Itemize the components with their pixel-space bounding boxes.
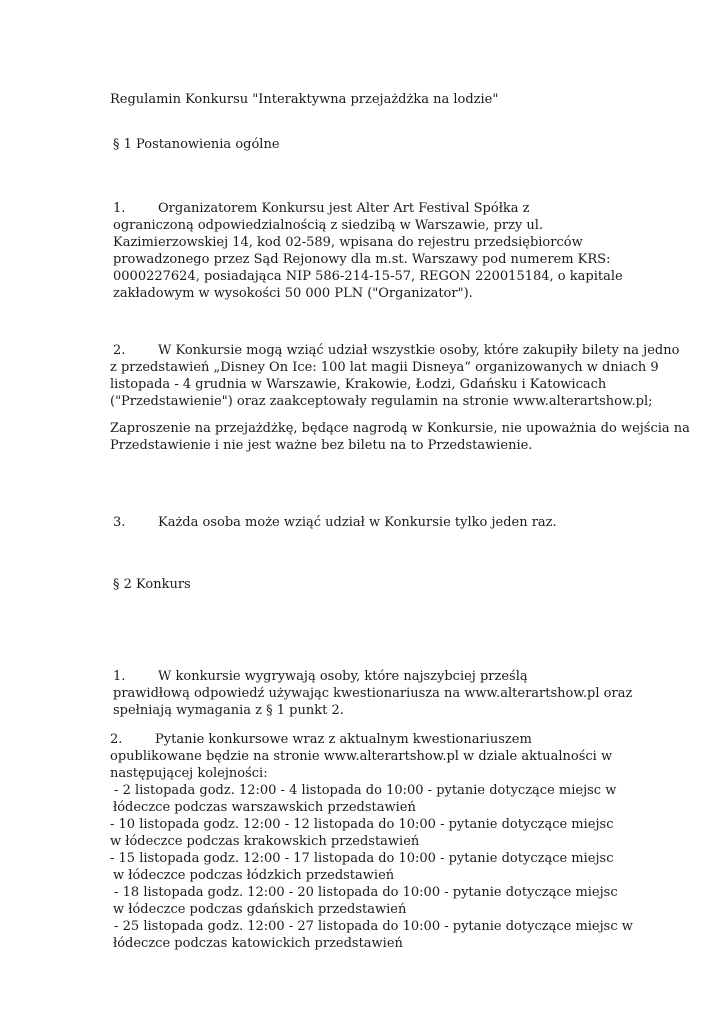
section-2-point-2-line: Pytanie konkursowe wraz z aktualnym kwestionariuszem	[155, 732, 532, 747]
schedule-item-line: łódeczce podczas warszawskich przedstawień	[113, 800, 416, 815]
schedule-item-line: w łódeczce podczas łódzkich przedstawień	[113, 868, 395, 883]
schedule-item-line: łódeczce podczas katowickich przedstawień	[113, 936, 403, 951]
section-1-point-2-number: 2.	[113, 343, 126, 358]
section-2-point-1-line: spełniają wymagania z § 1 punkt 2.	[113, 703, 344, 718]
section-1-point-2-line: ("Przedstawienie") oraz zaakceptowały regulamin na stronie www.alterartshow.pl;	[110, 394, 653, 409]
section-1-point-1-line: zakładowym w wysokości 50 000 PLN ("Organizator").	[113, 286, 473, 301]
section-2-point-1-line: W konkursie wygrywają osoby, które najszybciej prześlą	[158, 669, 528, 684]
section-1-point-2-line: W Konkursie mogą wziąć udział wszystkie osoby, które zakupiły bilety na jedno	[158, 343, 680, 358]
section-1-point-1-line: ograniczoną odpowiedzialnością z siedzibą w Warszawie, przy ul.	[113, 218, 544, 233]
schedule-item-line: - 2 listopada godz. 12:00 - 4 listopada do 10:00 - pytanie dotyczące miejsc w	[110, 783, 617, 798]
section-2-point-1-number: 1.	[113, 669, 126, 684]
section-1-point-3-text: Każda osoba może wziąć udział w Konkursie tylko jeden raz.	[158, 515, 557, 530]
section-2-point-2-line: opublikowane będzie na stronie www.alterartshow.pl w dziale aktualności w	[110, 749, 613, 764]
schedule-item-line: - 10 listopada godz. 12:00 - 12 listopada do 10:00 - pytanie dotyczące miejsc	[110, 817, 614, 832]
section-2-point-2-number: 2.	[110, 732, 123, 747]
schedule-item-line: w łódeczce podczas gdańskich przedstawień	[113, 902, 407, 917]
section-1-point-1-line: 0000227624, posiadająca NIP 586-214-15-57, REGON 220015184, o kapitale	[113, 269, 623, 284]
schedule-item-line: - 18 listopada godz. 12:00 - 20 listopada do 10:00 - pytanie dotyczące miejsc	[110, 885, 618, 900]
section-2-point-2-line: następującej kolejności:	[110, 766, 268, 781]
section-1-point-1-line: Organizatorem Konkursu jest Alter Art Festival Spółka z	[158, 201, 530, 216]
section-1-point-2-note-line: Przedstawienie i nie jest ważne bez biletu na to Przedstawienie.	[110, 438, 533, 453]
section-1-point-2-note-line: Zaproszenie na przejażdżkę, będące nagrodą w Konkursie, nie upoważnia do wejścia na	[110, 421, 690, 436]
section-1-point-2-line: listopada - 4 grudnia w Warszawie, Krakowie, Łodzi, Gdańsku i Katowicach	[110, 377, 607, 392]
schedule-item-line: - 15 listopada godz. 12:00 - 17 listopada do 10:00 - pytanie dotyczące miejsc	[110, 851, 614, 866]
document-title: Regulamin Konkursu "Interaktywna przejażdżka na lodzie"	[110, 92, 499, 107]
section-1-point-1-line: prowadzonego przez Sąd Rejonowy dla m.st. Warszawy pod numerem KRS:	[113, 252, 611, 267]
section-1-point-1-line: Kazimierzowskiej 14, kod 02-589, wpisana do rejestru przedsiębiorców	[113, 235, 583, 250]
section-2-point-1-line: prawidłową odpowiedź używając kwestionariusza na www.alterartshow.pl oraz	[113, 686, 633, 701]
section-1-point-1-number: 1.	[113, 201, 126, 216]
section-1-point-3-number: 3.	[113, 515, 126, 530]
section-1-point-2-line: z przedstawień „Disney On Ice: 100 lat magii Disneya“ organizowanych w dniach 9	[110, 360, 659, 375]
schedule-item-line: w łódeczce podczas krakowskich przedstawień	[110, 834, 420, 849]
section-2-heading: § 2 Konkurs	[113, 577, 191, 592]
section-1-heading: § 1 Postanowienia ogólne	[113, 137, 280, 152]
schedule-item-line: - 25 listopada godz. 12:00 - 27 listopada do 10:00 - pytanie dotyczące miejsc w	[110, 919, 633, 934]
